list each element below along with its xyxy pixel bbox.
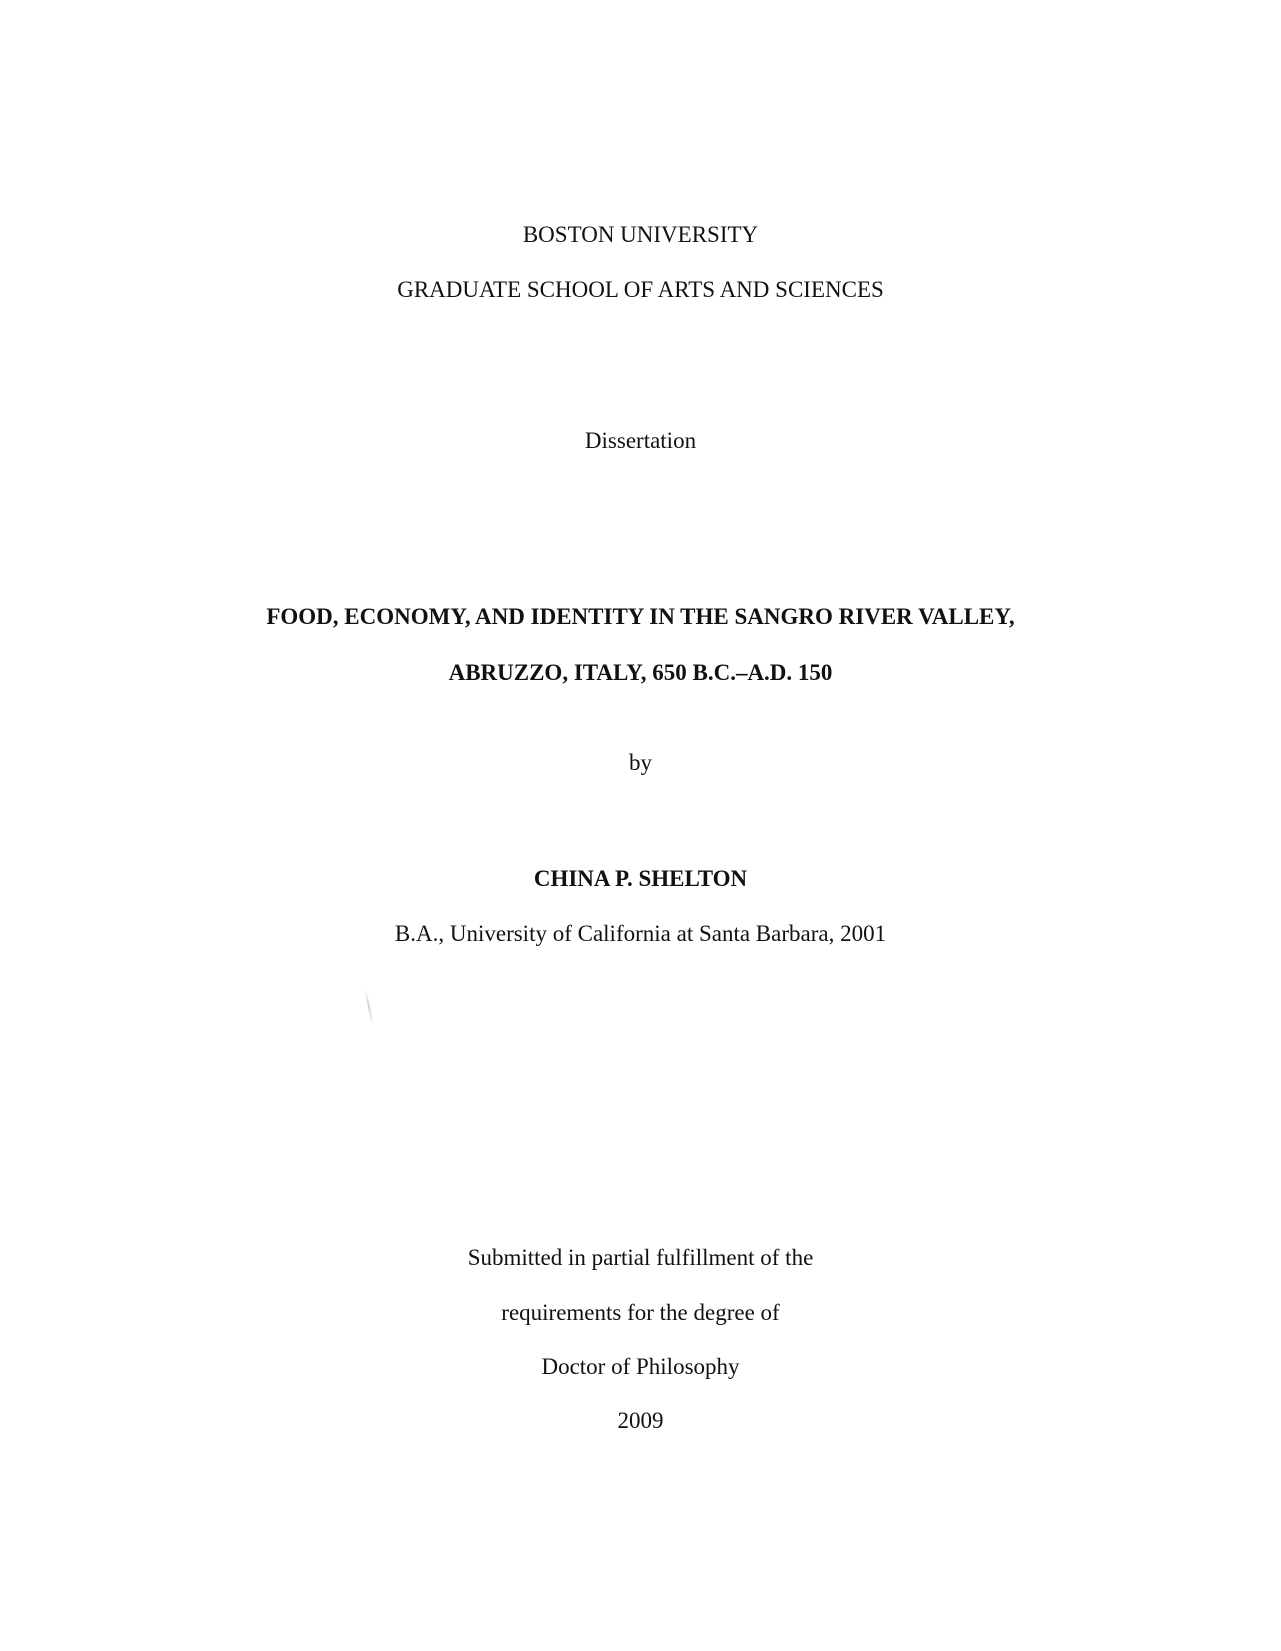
dissertation-title-line-1: FOOD, ECONOMY, AND IDENTITY IN THE SANGRO RIVER VALLEY, [266,604,1015,629]
school-name: GRADUATE SCHOOL OF ARTS AND SCIENCES [397,277,884,302]
degree-name: Doctor of Philosophy [541,1354,740,1379]
institution-name: BOSTON UNIVERSITY [522,222,759,247]
submission-year: 2009 [617,1408,664,1433]
prior-degree: B.A., University of California at Santa Barbara, 2001 [394,921,887,946]
dissertation-title-line-2: ABRUZZO, ITALY, 650 B.C.–A.D. 150 [448,660,833,685]
by-label: by [629,750,652,775]
scan-artifact [364,988,374,1026]
submission-statement-line-1: Submitted in partial fulfillment of the [467,1245,814,1270]
submission-statement-line-2: requirements for the degree of [501,1300,780,1325]
document-type: Dissertation [584,428,697,453]
author-name: CHINA P. SHELTON [533,866,748,891]
